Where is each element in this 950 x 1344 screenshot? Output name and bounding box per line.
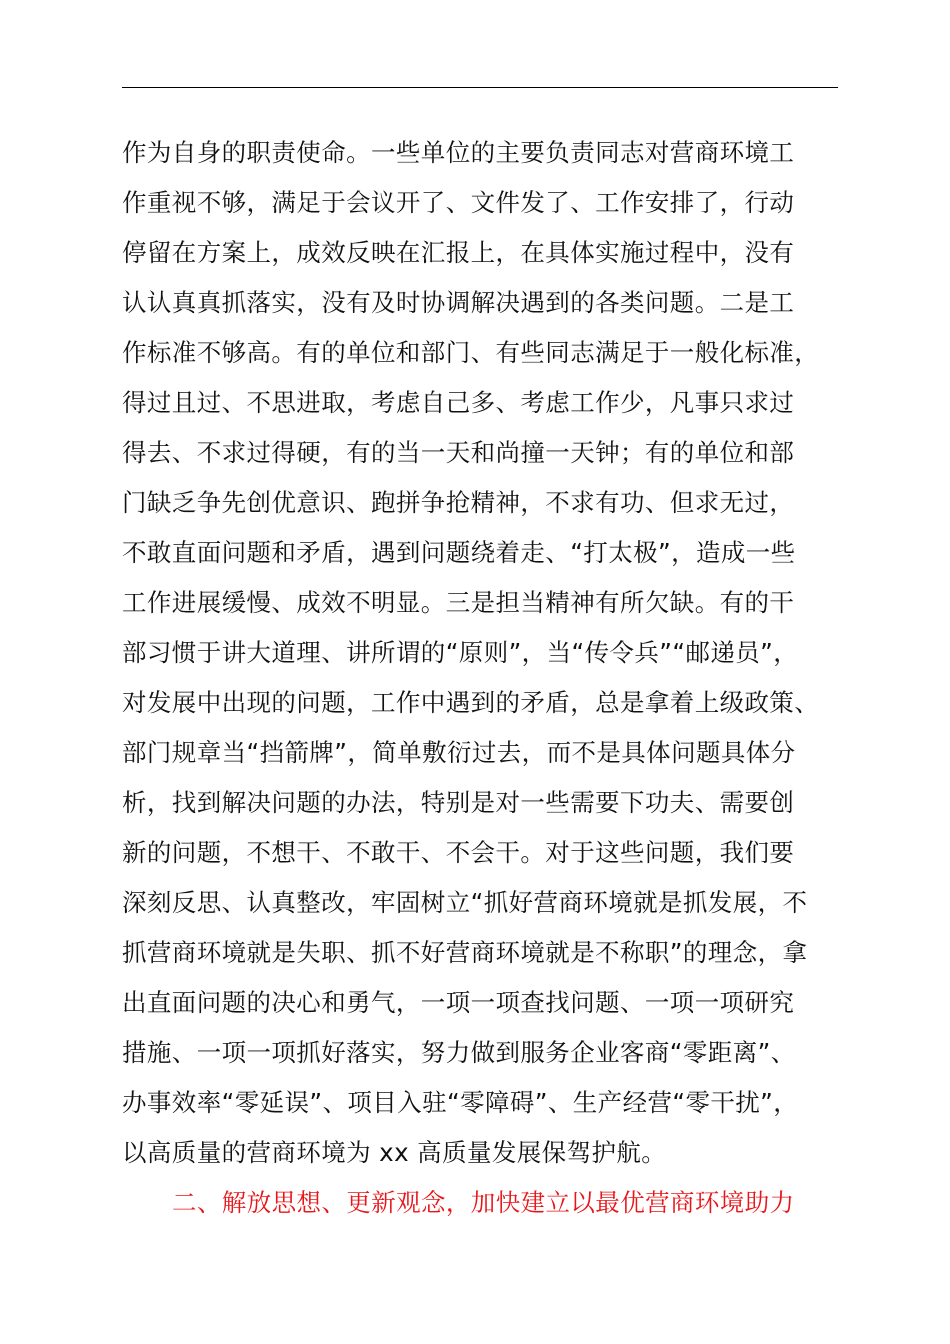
body-line: 出直面问题的决心和勇气，一项一项查找问题、一项一项研究 [122,988,795,1017]
body-line: 工作进展缓慢、成效不明显。三是担当精神有所欠缺。有的干 [122,588,795,617]
body-line: 新的问题，不想干、不敢干、不会干。对于这些问题，我们要 [122,838,795,867]
body-line: 以高质量的营商环境为 xx 高质量发展保驾护航。 [122,1138,667,1167]
body-line: 作重视不够，满足于会议开了、文件发了、工作安排了，行动 [122,188,795,217]
body-line: 不敢直面问题和矛盾，遇到问题绕着走、“打太极”，造成一些 [122,538,796,567]
body-line: 深刻反思、认真整改，牢固树立“抓好营商环境就是抓发展，不 [122,888,808,917]
body-line: 办事效率“零延误”、项目入驻“零障碍”、生产经营“零干扰”， [122,1088,799,1117]
body-line: 作标准不够高。有的单位和部门、有些同志满足于一般化标准， [122,338,820,367]
body-line: 析，找到解决问题的办法，特别是对一些需要下功夫、需要创 [122,788,795,817]
body-line: 部习惯于讲大道理、讲所谓的“原则”，当“传令兵”“邮递员”， [122,638,799,667]
body-line: 作为自身的职责使命。一些单位的主要负责同志对营商环境工 [122,138,795,167]
body-line: 得去、不求过得硬，有的当一天和尚撞一天钟；有的单位和部 [122,438,795,467]
body-line: 部门规章当“挡箭牌”，简单敷衍过去，而不是具体问题具体分 [122,738,796,767]
body-line: 停留在方案上，成效反映在汇报上，在具体实施过程中，没有 [122,238,795,267]
body-line: 抓营商环境就是失职、抓不好营商环境就是不称职”的理念，拿 [122,938,808,967]
body-line: 措施、一项一项抓好落实，努力做到服务企业客商“零距离”、 [122,1038,796,1067]
document-body [122,128,862,1228]
body-line: 门缺乏争先创优意识、跑拼争抢精神，不求有功、但求无过， [122,488,795,517]
body-line: 认认真真抓落实，没有及时协调解决遇到的各类问题。二是工 [122,288,795,317]
section-heading: 二、解放思想、更新观念，加快建立以最优营商环境助力 [172,1188,795,1217]
body-line: 得过且过、不思进取，考虑自己多、考虑工作少，凡事只求过 [122,388,795,417]
header-rule [122,87,838,88]
body-line: 对发展中出现的问题，工作中遇到的矛盾，总是拿着上级政策、 [122,688,820,717]
